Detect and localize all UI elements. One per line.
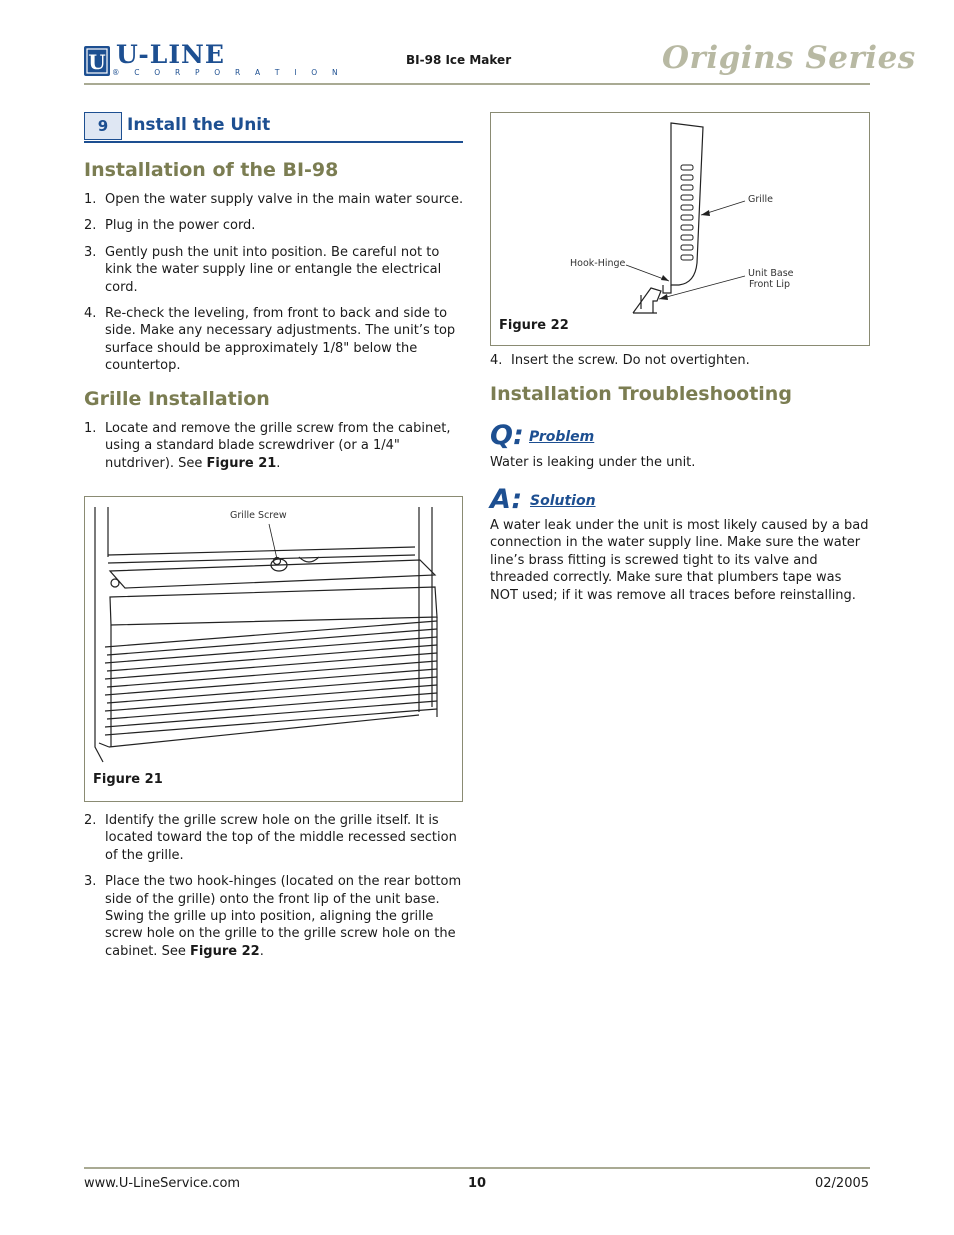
figure-22-caption: Figure 22: [499, 318, 569, 333]
problem-label: Problem: [529, 429, 595, 445]
series-title: Origins Series: [662, 40, 916, 76]
figure-reference: Figure 21: [206, 455, 277, 471]
figure-21-caption: Figure 21: [93, 772, 163, 787]
figure-reference: Figure 22: [189, 943, 260, 959]
section-title: Install the Unit: [127, 115, 271, 135]
figure-21: [84, 496, 463, 802]
solution-text: A water leak under the unit is most likely caused by a bad connection in the water supply line. Make sure the water line’s brass fitting is screwed tight to its valve and threaded correctly. Make sure that plumbers tape was NOT used; if it was remove all traces before reinstalling.: [490, 518, 869, 603]
list-item: 4. Re-check the leveling, from front to back and side to side. Make any necessary adjustments. The unit’s top surface should be approximately 1/8" below the countertop.: [84, 306, 456, 374]
problem-text: Water is leaking under the unit.: [490, 455, 696, 470]
grille-steps-part2: [84, 812, 468, 969]
logo-wordmark: U-LINE: [116, 40, 225, 69]
installation-heading: Installation of the BI-98: [84, 159, 339, 181]
logo-corporation: ® C O R P O R A T I O N: [112, 68, 344, 77]
footer-date: 02/2005: [815, 1176, 870, 1191]
list-item: 1. Open the water supply valve in the main water source.: [84, 192, 464, 207]
label-grille: Grille: [748, 194, 774, 205]
grille-steps-part3: [490, 352, 870, 378]
label-hook-hinge: Hook-Hinge: [570, 258, 626, 269]
grille-side-illustration: [491, 113, 867, 343]
footer-divider: [84, 1167, 870, 1169]
troubleshooting-heading: Installation Troubleshooting: [490, 383, 792, 405]
page-number: 10: [468, 1176, 487, 1191]
grille-front-illustration: [85, 497, 461, 777]
logo-mark: [84, 46, 110, 76]
list-item: 3. Place the two hook-hinges (located on the rear bottom side of the grille) onto the front lip of the unit base. Swing the grille up into position, aligning the grille screw hole on the grille to the grille screw hole on the cabinet. See Figure 22.: [84, 874, 462, 959]
solution-label: Solution: [530, 493, 596, 509]
answer-label: A:: [490, 484, 523, 515]
installation-steps: [84, 191, 466, 384]
grille-heading: Grille Installation: [84, 388, 270, 410]
list-item: 1. Locate and remove the grille screw from the cabinet, using a standard blade screwdriver (or a 1/4" nutdriver). See Figure 21.: [84, 421, 451, 471]
grille-steps-part1: [84, 420, 458, 481]
logo-letter: U: [88, 50, 106, 74]
list-item: 2. Plug in the power cord.: [84, 218, 256, 234]
section-number: 9: [84, 112, 122, 140]
label-front-lip: Front Lip: [749, 279, 791, 290]
list-item: 3. Gently push the unit into position. Be careful not to kink the water supply line or entangle the electrical cord.: [84, 244, 442, 295]
list-item: 2. Identify the grille screw hole on the grille itself. It is located toward the top of the middle recessed section of the grille.: [84, 813, 457, 863]
section-divider: [84, 141, 463, 143]
label-grille-screw: Grille Screw: [230, 510, 287, 521]
document-title: BI-98 Ice Maker: [406, 53, 512, 67]
list-item: 4. Insert the screw. Do not overtighten.: [490, 353, 750, 368]
figure-22: [490, 112, 870, 346]
label-unit-base: Unit Base: [748, 268, 794, 279]
footer-url: www.U-LineService.com: [84, 1176, 241, 1191]
question-mark-label: Q:: [490, 420, 524, 451]
header-divider: [84, 83, 870, 85]
